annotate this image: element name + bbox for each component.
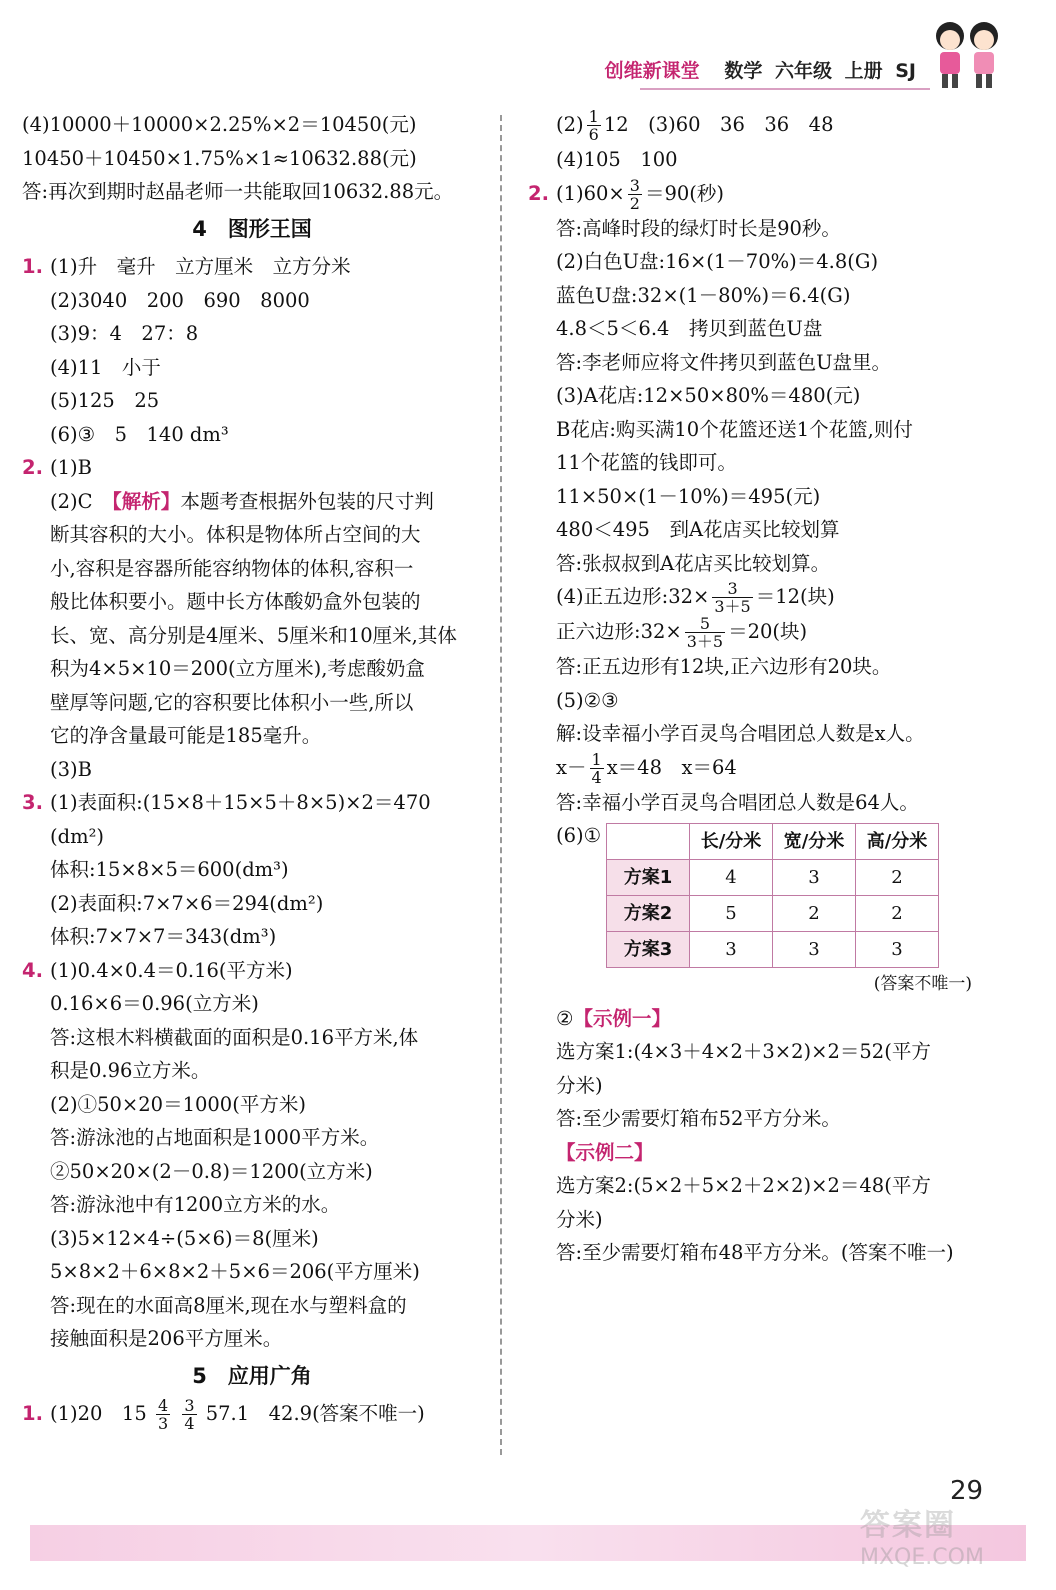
text-line: 4.8＜5＜6.4 拷贝到蓝色U盘 [556,317,823,340]
text-line: 答:幸福小学百灵鸟合唱团总人数是64人。 [556,790,919,814]
table-cell: 2 [856,896,939,932]
text-line: (3)A花店:12×50×80%＝480(元) [556,384,861,407]
section-title-4: 4 图形王国 [192,216,312,241]
grade: 六年级 [774,60,832,82]
text-line: 体积:15×8×5＝600(dm³) [50,858,289,881]
question-number: 2. [528,181,549,205]
page-header [599,56,916,83]
table-row [607,860,939,896]
text-segment: 正六边形:32× [556,620,682,643]
text-line: (1)0.4×0.4＝0.16(平方米) [50,958,293,982]
text-line: 480＜495 到A花店买比较划算 [556,518,840,541]
volume: 上册 [844,60,883,82]
watermark-url: MXQE.COM [860,1545,984,1570]
section-title-5: 5 应用广角 [192,1363,312,1388]
text-line: 分米) [556,1073,603,1097]
text-line: 0.16×6＝0.96(立方米) [50,992,259,1015]
table-cell: 2 [856,860,939,896]
text-segment: ② [556,1006,574,1030]
text-segment: 12 (3)60 36 36 48 [603,113,834,136]
text-line: (3)B [50,757,92,781]
text-line: (dm²) [50,824,105,848]
text-line: (4)105 100 [556,148,678,171]
brand-name: 创维新课堂 [604,60,700,82]
analysis-tag: 【解析】 [112,489,181,513]
text-line: (2)白色U盘:16×(1－70%)＝4.8(G) [556,250,879,273]
text-line: 选方案2:(5×2＋5×2＋2×2)×2＝48(平方 [556,1174,931,1197]
fraction: $\frac{3}{4}$ [184,1396,195,1433]
table-cell: 3 [690,932,773,968]
text-segment: x＝48 x＝64 [606,755,737,779]
example-tag: 【示例二】 [556,1140,654,1164]
left-column [22,108,482,1432]
fraction: $\frac{1}{6}$ [588,107,599,144]
text-line: (4)11 小于 [50,355,161,379]
text-line: (2)3040 200 690 8000 [50,288,310,312]
table-row [607,932,939,968]
text-line: 蓝色U盘:32×(1－80%)＝6.4(G) [556,283,851,307]
text-line: (1)表面积:(15×8＋15×5＋8×5)×2＝470 [50,791,431,814]
text-segment: (4)正五边形:32× [556,585,710,608]
text-line: 答:李老师应将文件拷贝到蓝色U盘里。 [556,350,892,374]
text-segment: 57.1 42.9(答案不唯一) [205,1402,425,1425]
text-line: (3)5×12×4÷(5×6)＝8(厘米) [50,1226,319,1250]
text-line: (2)①50×20＝1000(平方米) [50,1092,306,1116]
text-segment: ＝12(块) [755,585,835,608]
text-line: 答:正五边形有12块,正六边形有20块。 [556,655,892,678]
text-line: 积为4×5×10＝200(立方厘米),考虑酸奶盒 [50,657,425,680]
mascot-icon [920,14,1016,94]
fraction: $\frac{3}{3+5}$ [714,579,751,616]
text-line: 小,容积是容器所能容纳物体的体积,容积一 [50,556,414,580]
fraction: $\frac{3}{2}$ [629,175,640,213]
table-cell: 3 [773,860,856,896]
table-cell: 方案3 [607,932,690,968]
text-segment: (2) [556,113,584,136]
text-line: (1)B [50,456,92,479]
text-line: ②50×20×(2－0.8)＝1200(立方米) [50,1159,373,1183]
table-cell: 宽/分米 [773,824,856,860]
text-line: 答:张叔叔到A花店买比较划算。 [556,551,831,575]
text-line: 断其容积的大小。体积是物体所占空间的大 [50,523,421,546]
text-segment: x－ [556,755,587,779]
text-line: 解:设幸福小学百灵鸟合唱团总人数是x人。 [556,722,925,745]
text-line: 积是0.96立方米。 [50,1059,211,1082]
column-divider [500,115,502,1455]
text-line: 般比体积要小。题中长方体酸奶盒外包装的 [50,590,421,613]
example-tag: 【示例一】 [573,1006,671,1030]
table-cell: 4 [690,860,773,896]
text-line: 答:再次到期时赵晶老师一共能取回10632.88元。 [22,180,454,203]
page-number: 29 [950,1476,984,1506]
plan-table [606,823,939,968]
fraction: $\frac{5}{3+5}$ [686,614,724,651]
question-number: 1. [22,255,43,278]
text-line: 答:这根木料横截面的面积是0.16平方米,体 [50,1025,419,1049]
table-cell: 长/分米 [690,824,773,860]
text-line: 体积:7×7×7＝343(dm³) [50,925,277,948]
text-line: 11个花篮的钱即可。 [556,451,737,474]
question-number: 3. [22,791,43,814]
edition: SJ [895,60,916,82]
text-line: 答:高峰时段的绿灯时长是90秒。 [556,216,841,240]
answer-note: (答案不唯一) [873,974,972,994]
question-number: 4. [22,958,43,982]
table-cell: 高/分米 [856,824,939,860]
text-line: 答:游泳池中有1200立方米的水。 [50,1193,341,1216]
text-segment: (1)20 15 [50,1402,147,1425]
text-segment: ＝90(秒) [644,181,724,205]
text-line: (4)10000＋10000×2.25%×2＝10450(元) [22,113,417,136]
text-segment: 本题考查根据外包装的尺寸判 [180,489,434,513]
text-line: 答:至少需要灯箱布48平方分米。(答案不唯一) [556,1241,954,1264]
text-line: 答:游泳池的占地面积是1000平方米。 [50,1126,380,1149]
fraction: $\frac{1}{4}$ [591,749,602,787]
table-cell: 方案2 [607,896,690,932]
text-line: (1)升 毫升 立方厘米 立方分米 [50,255,351,278]
text-line: (3)9：4 27：8 [50,322,199,345]
table-header-row [607,824,939,860]
text-line: (5)125 25 [50,389,160,412]
text-line: 分米) [556,1207,603,1231]
subject: 数学 [724,60,763,82]
text-segment: (2)C [50,489,113,513]
text-line: 答:现在的水面高8厘米,现在水与塑料盒的 [50,1293,407,1317]
text-line: B花店:购买满10个花篮还送1个花篮,则付 [556,417,913,441]
table-row [607,896,939,932]
text-line: (5)②③ [556,688,619,712]
text-line: 接触面积是206平方厘米。 [50,1327,283,1350]
text-line: 5×8×2＋6×8×2＋5×6＝206(平方厘米) [50,1260,420,1283]
text-segment: (1)60× [556,181,625,205]
text-line: 长、宽、高分别是4厘米、5厘米和10厘米,其体 [50,623,457,647]
table-cell: 2 [773,896,856,932]
text-line: 壁厚等问题,它的容积要比体积小一些,所以 [50,690,414,714]
right-column: (2) $\frac{1}{6}$ 12 (3)60 36 36 48 (4)105 100 2. (1)60× $\frac{3}{2}$ ＝90(秒) 答:高峰时段的绿灯时长是90秒。 (2)白色U盘:16×(1－70%)＝4.8(G) 蓝色U盘:32×(1－80%)＝6.4(G) 4.8＜5＜6.4 拷贝到蓝色U盘 答:李老师应将文件拷贝到蓝色U盘里。 (3)A花店:12×50×80%＝480(元) B花店:购买满10个花篮还送1个花篮,则付 11个花篮的钱即可。 11×50×(1－10%)＝495(元) 480＜495 到A花店买比较划算 答:张叔叔到A花店买比较划算。 (4)正五边形:32× $\frac{3}{3+5}$ ＝12(块) 正六边形:32× $\frac{5}{3+5}$ ＝20(块) 答:正五边形有12块,正六边形有20块。 (5)②③ 解:设幸福小学百灵鸟合唱团总人数是x人。 x－ $\frac{1}{4}$ x＝48 x＝64 答:幸福小学百灵鸟合唱团总人数是64人。 (6)① 长/分米 宽/分米 高/分米 方案1 4 3 2 方案2 5 2 2 方案3 3 3 3 (答案不唯一) ②【示例一】 选方案1:(4×3＋4×2＋3×2)×2＝52(平方 分米) 答:至少需要灯箱布52平方分米。 【示例二】 选方案2:(5×2＋5×2＋2×2)×2＝48(平方 分米) 答:至少需要灯箱布48平方分米。(答案不唯一) [528,108,998,1270]
table-cell: 5 [690,896,773,932]
table-cell: 3 [773,932,856,968]
text-segment: ＝20(块) [728,620,808,643]
text-line: 它的净含量最可能是185毫升。 [50,724,322,747]
text-line: 11×50×(1－10%)＝495(元) [556,484,821,508]
fraction: $\frac{4}{3}$ [157,1396,169,1433]
question-number: 1. [22,1402,43,1425]
text-line: (2)表面积:7×7×6＝294(dm²) [50,891,324,915]
text-line: (6)③ 5 140 dm³ [50,422,229,446]
header-line [640,88,930,90]
table-cell: 方案1 [607,860,690,896]
question-number: 2. [22,456,43,479]
watermark: 答案圈 [860,1508,956,1543]
text-line: 10450＋10450×1.75%×1≈10632.88(元) [22,146,417,170]
table-cell [607,824,690,860]
text-line: 答:至少需要灯箱布52平方分米。 [556,1107,841,1130]
text-line: 选方案1:(4×3＋4×2＋3×2)×2＝52(平方 [556,1040,931,1063]
table-cell: 3 [856,932,939,968]
